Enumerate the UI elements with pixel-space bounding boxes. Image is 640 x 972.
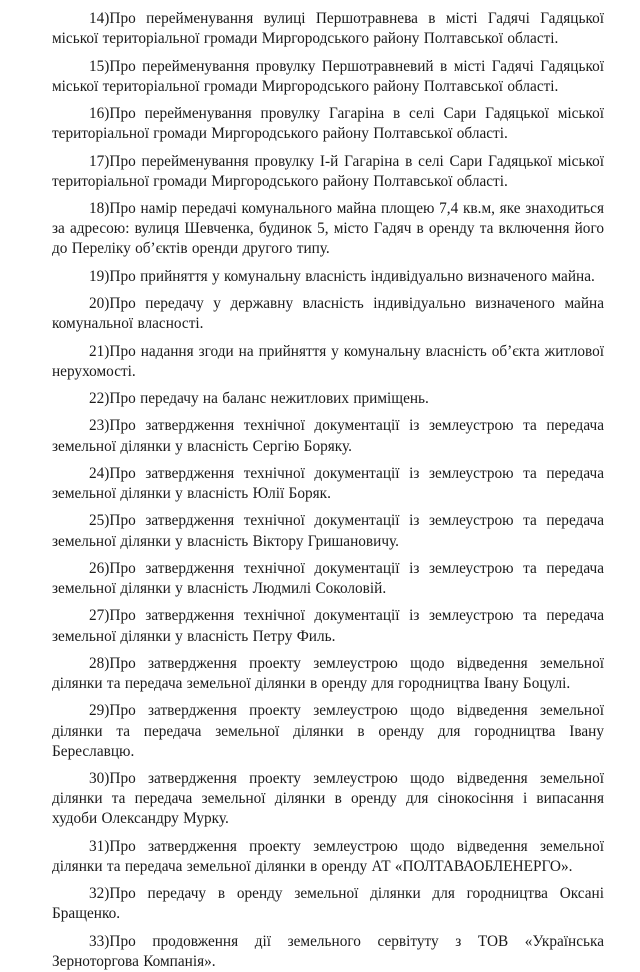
item-number: 23 ) — [89, 417, 109, 434]
agenda-item-22 — [52, 389, 604, 409]
agenda-item-20 — [52, 294, 604, 334]
item-text: Про затвердження проекту землеустрою щодо відведення земельної ділянки та передача земельної ділянки в оренду для сінокосіння і випасання худоби Олександру Мурку. — [52, 770, 604, 828]
agenda-item-19 — [52, 267, 604, 287]
item-number: 25 ) — [89, 512, 109, 529]
item-text: Про затвердження проекту землеустрою щодо відведення земельної ділянки та передача земельної ділянки в оренду АТ «ПОЛТАВАОБЛЕНЕРГО». — [52, 837, 604, 875]
agenda-item-24 — [52, 464, 604, 504]
agenda-item-26 — [52, 559, 604, 599]
agenda-item-30 — [52, 769, 604, 830]
agenda-item-28 — [52, 654, 604, 694]
agenda-item-27 — [52, 606, 604, 646]
item-text: Про затвердження технічної документації із землеустрою та передача земельної ділянки у власність Віктору Гришановичу. — [52, 512, 604, 550]
item-text: Про перейменування вулиці Першотравнева в місті Гадячі Гадяцької міської територіальної громади Миргородського району Полтавської області. — [52, 10, 604, 48]
agenda-item-17 — [52, 152, 604, 192]
agenda-item-15 — [52, 57, 604, 97]
item-text: Про прийняття у комунальну власність індивідуально визначеного майна. — [109, 267, 595, 285]
agenda-item-32 — [52, 884, 604, 924]
item-number: 15 ) — [89, 58, 109, 75]
item-text: Про затвердження технічної документації із землеустрою та передача земельної ділянки у власність Людмилі Соколовій. — [52, 559, 604, 597]
item-text: Про передачу у державну власність індивідуально визначеного майна комунальної власності. — [52, 295, 604, 333]
item-text: Про затвердження технічної документації із землеустрою та передача земельної ділянки у власність Сергію Боряку. — [52, 417, 604, 455]
agenda-item-31 — [52, 837, 604, 877]
item-number: 27 ) — [89, 607, 109, 624]
item-number: 33 ) — [89, 933, 109, 950]
agenda-item-33 — [52, 932, 604, 972]
item-number: 29 ) — [89, 702, 109, 719]
item-text: Про затвердження проекту землеустрою щодо відведення земельної ділянки та передача земельної ділянки в оренду для городництва Івану Боцулі. — [52, 654, 604, 692]
item-number: 16 ) — [89, 105, 109, 122]
item-number: 30 ) — [89, 770, 109, 787]
item-number: 26 ) — [89, 560, 109, 577]
agenda-item-14 — [52, 9, 604, 49]
item-text: Про передачу в оренду земельної ділянки для городництва Оксані Бращенко. — [52, 885, 604, 923]
item-number: 28 ) — [89, 655, 109, 672]
item-text: Про затвердження технічної документації із землеустрою та передача земельної ділянки у власність Юлії Боряк. — [52, 464, 604, 502]
agenda-item-25 — [52, 511, 604, 551]
item-text: Про передачу на баланс нежитлових приміщень. — [109, 390, 429, 407]
item-number: 19 ) — [89, 268, 109, 285]
item-number: 17 ) — [89, 153, 109, 170]
item-number: 21 ) — [89, 343, 109, 360]
item-number: 20 ) — [89, 295, 109, 312]
item-number: 14 ) — [89, 10, 109, 27]
item-text: Про перейменування провулку Гагаріна в селі Сари Гадяцької міської територіальної громади Миргородського району Полтавської області. — [52, 105, 604, 143]
item-number: 22 ) — [89, 390, 109, 407]
agenda-item-29 — [52, 701, 604, 762]
item-text: Про надання згоди на прийняття у комунальну власність об’єкта житлової нерухомості. — [52, 342, 604, 380]
agenda-item-21 — [52, 342, 604, 382]
item-text: Про перейменування провулку Першотравневий в місті Гадячі Гадяцької міської територіальної громади Миргородського району Полтавської області. — [52, 57, 604, 95]
item-number: 18 ) — [89, 200, 109, 217]
item-number: 32 ) — [89, 885, 109, 902]
item-text: Про намір передачі комунального майна площею 7,4 кв.м, яке знаходиться за адресою: вулиця Шевченка, будинок 5, місто Гадяч в оренду та включення його до Переліку об’єктів оренди другого типу. — [52, 200, 604, 258]
item-text: Про продовження дії земельного сервітуту з ТОВ «Українська Зерноторгова Компанія». — [52, 932, 604, 970]
item-text: Про затвердження проекту землеустрою щодо відведення земельної ділянки та передача земельної ділянки в оренду для городництва Івану Береславцю. — [52, 702, 604, 760]
agenda-item-16 — [52, 104, 604, 144]
item-text: Про перейменування провулку І-й Гагаріна в селі Сари Гадяцької міської територіальної громади Миргородського району Полтавської області. — [52, 152, 604, 190]
agenda-item-23 — [52, 416, 604, 456]
agenda-item-18 — [52, 199, 604, 260]
item-number: 24 ) — [89, 465, 109, 482]
item-number: 31 ) — [89, 838, 109, 855]
item-text: Про затвердження технічної документації із землеустрою та передача земельної ділянки у власність Петру Филь. — [52, 607, 604, 645]
